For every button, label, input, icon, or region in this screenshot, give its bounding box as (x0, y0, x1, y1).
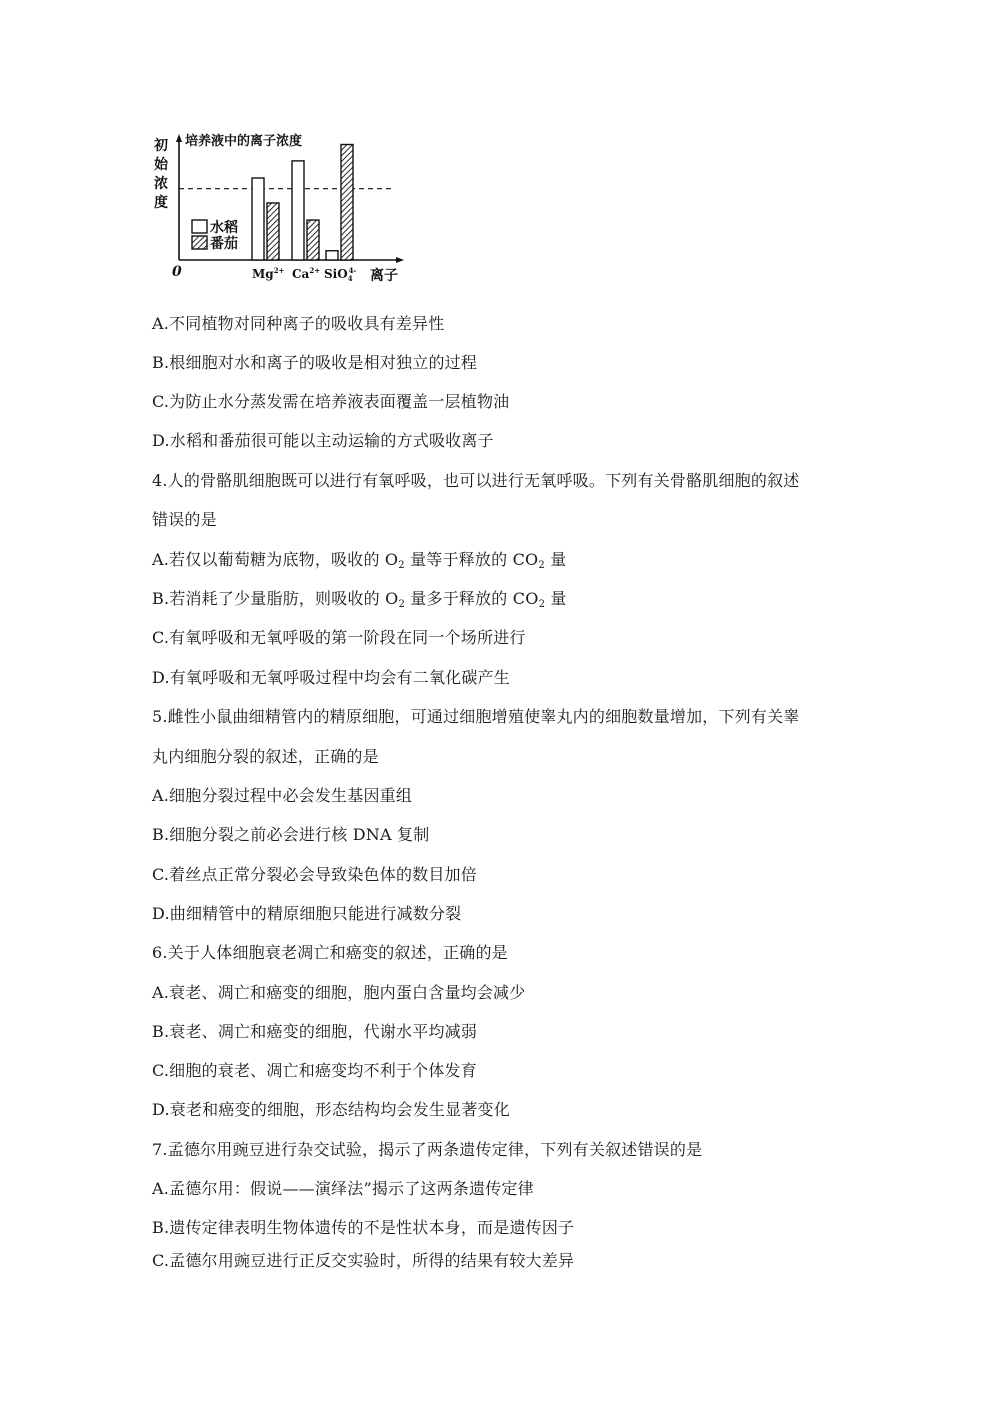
q3-option-b: B.根细胞对水和离子的吸收是相对独立的过程 (152, 353, 478, 372)
q4-b-sub2: 2 (538, 599, 546, 610)
q4-b-post: 量 (545, 589, 567, 608)
bar-rice-1 (292, 161, 304, 260)
q4-option-b (152, 589, 567, 609)
q4-stem-line2: 错误的是 (152, 510, 217, 529)
bars-group (252, 144, 353, 260)
y-axis-arrow-icon (176, 134, 182, 142)
q3-option-a: A.不同植物对同种离子的吸收具有差异性 (152, 314, 445, 333)
q5-stem-line1: 5.雌性小鼠曲细精管内的精原细胞，可通过细胞增殖使睾丸内的细胞数量增加，下列有关睾 (152, 707, 800, 726)
q7-option-a: A.孟德尔用：假说——演绎法”揭示了这两条遗传定律 (152, 1179, 534, 1198)
x-axis-arrow-icon (396, 257, 404, 263)
legend-rice-swatch (192, 220, 207, 233)
q5-option-a: A.细胞分裂过程中必会发生基因重组 (152, 786, 413, 805)
q7-option-c: C.孟德尔用豌豆进行正反交实验时，所得的结果有较大差异 (152, 1251, 575, 1270)
q4-a-sub1: 2 (398, 560, 405, 571)
q5-option-b: B.细胞分裂之前必会进行核 DNA 复制 (152, 825, 430, 844)
x-tick-label: $Ca^{2+}$ (292, 266, 321, 281)
q4-b-pre: B.若消耗了少量脂肪，则吸收的 O (152, 589, 399, 608)
q4-a-post: 量 (544, 550, 567, 569)
bar-tomato-1 (307, 220, 319, 260)
q5-option-d: D.曲细精管中的精原细胞只能进行减数分裂 (152, 904, 462, 923)
bar-chart-svg (148, 128, 418, 290)
svg-text:度: 度 (154, 195, 168, 211)
q4-b-mid: 量多于释放的 CO (405, 589, 539, 608)
legend-rice-label: 水稻 (210, 220, 238, 236)
q6-option-a: A.衰老、凋亡和癌变的细胞，胞内蛋白含量均会减少 (152, 983, 526, 1002)
ion-concentration-chart (148, 128, 418, 290)
chart-title: 培养液中的离子浓度 (185, 134, 303, 149)
q6-option-b: B.衰老、凋亡和癌变的细胞，代谢水平均减弱 (152, 1022, 478, 1041)
q4-option-c: C.有氧呼吸和无氧呼吸的第一阶段在同一个场所进行 (152, 628, 526, 647)
q4-a-sub2: 2 (538, 560, 545, 571)
q5-stem-line2: 丸内细胞分裂的叙述，正确的是 (152, 747, 379, 766)
svg-text:初: 初 (154, 138, 168, 154)
bar-rice-0 (252, 178, 264, 260)
origin-label: 0 (172, 264, 182, 280)
svg-text:始: 始 (154, 157, 168, 173)
bar-rice-2 (326, 251, 338, 260)
q3-option-c: C.为防止水分蒸发需在培养液表面覆盖一层植物油 (152, 392, 510, 411)
x-tick-label: SiO$_4$4- (324, 266, 357, 283)
y-axis-label (153, 137, 169, 211)
q4-stem-line1: 4.人的骨骼肌细胞既可以进行有氧呼吸，也可以进行无氧呼吸。下列有关骨骼肌细胞的叙述 (152, 471, 800, 490)
bar-tomato-2 (341, 144, 353, 260)
q5-option-c: C.着丝点正常分裂必会导致染色体的数目加倍 (152, 865, 477, 884)
x-tick-label: $Mg^{2+}$ (252, 266, 285, 281)
q3-option-d: D.水稻和番茄很可能以主动运输的方式吸收离子 (152, 431, 494, 450)
x-axis-label: 离子 (370, 268, 398, 284)
q6-stem: 6.关于人体细胞衰老凋亡和癌变的叙述，正确的是 (152, 943, 508, 962)
legend-tomato-swatch (192, 236, 207, 249)
q6-option-c: C.细胞的衰老、凋亡和癌变均不利于个体发育 (152, 1061, 477, 1080)
svg-text:浓: 浓 (154, 176, 168, 192)
x-tick-labels (252, 266, 356, 283)
legend-tomato-label: 番茄 (210, 236, 238, 252)
q7-option-b: B.遗传定律表明生物体遗传的不是性状本身，而是遗传因子 (152, 1218, 575, 1237)
q4-option-a (152, 550, 566, 570)
q4-a-pre: A.若仅以葡萄糖为底物，吸收的 O (152, 550, 399, 569)
q7-stem: 7.孟德尔用豌豆进行杂交试验，揭示了两条遗传定律，下列有关叙述错误的是 (152, 1140, 703, 1159)
q4-a-mid: 量等于释放的 CO (404, 550, 539, 569)
q4-option-d: D.有氧呼吸和无氧呼吸过程中均会有二氧化碳产生 (152, 668, 510, 687)
q6-option-d: D.衰老和癌变的细胞，形态结构均会发生显著变化 (152, 1100, 510, 1119)
bar-tomato-0 (267, 203, 279, 260)
q4-b-sub1: 2 (398, 599, 406, 610)
